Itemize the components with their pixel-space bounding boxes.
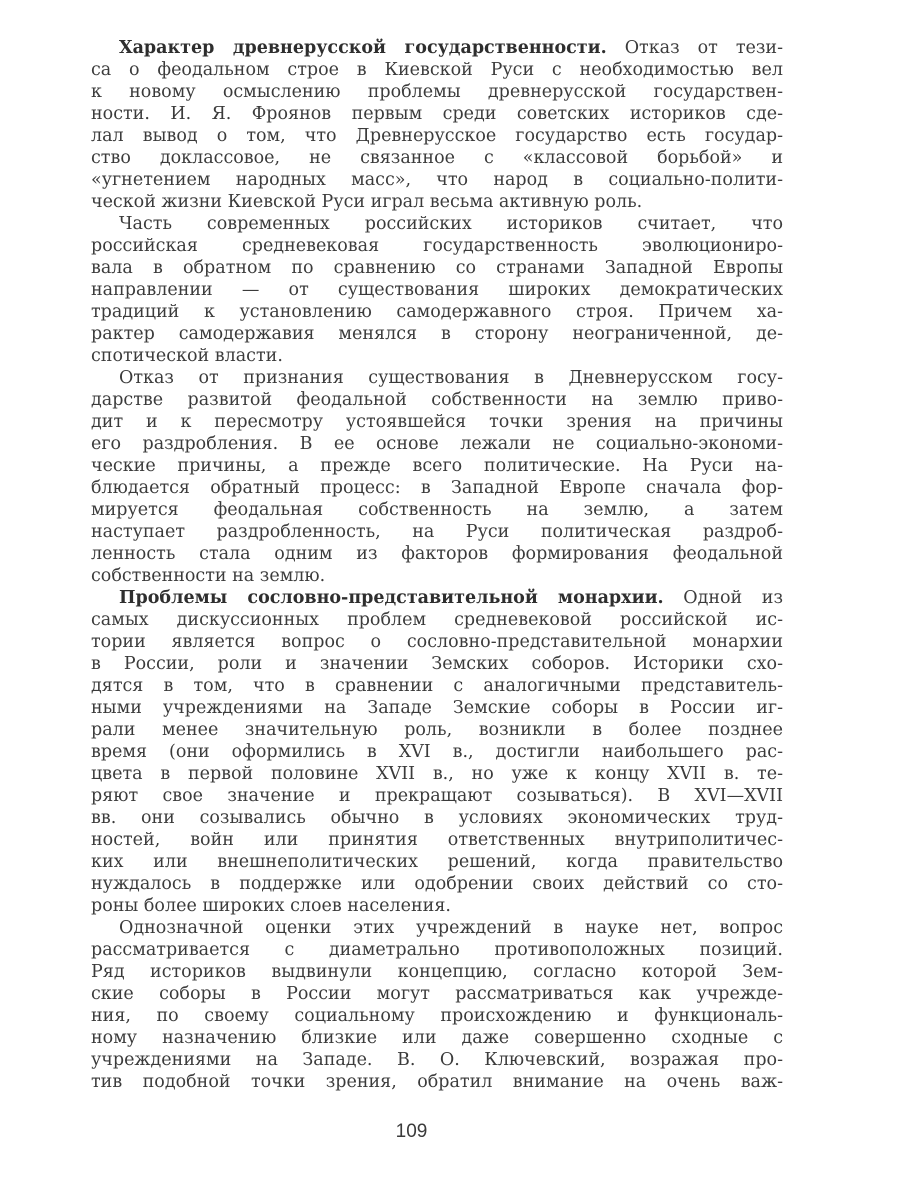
text-line: роны более широких слоев населения. <box>91 896 451 916</box>
text-line <box>91 587 783 609</box>
text-line: ния, по своему социальному происхождению и функциональ- <box>91 1006 783 1026</box>
text-line: ких или внешнеполитических решений, когда правительство <box>91 852 783 872</box>
line-text: Одной из <box>663 588 783 608</box>
text-line: са о феодальном строе в Киевской Руси с необходимостью вел <box>91 60 783 80</box>
text-line: нуждалось в поддержке или одобрении своих действий со сто- <box>91 874 783 894</box>
text-line: дятся в том, что в сравнении с аналогичными представитель- <box>91 676 783 696</box>
text-line: тив подобной точки зрения, обратил внимание на очень важ- <box>91 1072 783 1092</box>
text-line: рактер самодержавия менялся в сторону неограниченной, де- <box>91 324 783 344</box>
text-line: ными учреждениями на Западе Земские соборы в России иг- <box>91 698 783 718</box>
text-line: его раздробления. В ее основе лежали не социально-экономи- <box>91 434 783 454</box>
text-line: к новому осмыслению проблемы древнерусской государствен- <box>91 82 783 102</box>
text-line: лал вывод о том, что Древнерусское государство есть государ- <box>91 126 783 146</box>
page-body <box>91 37 783 1093</box>
paragraph <box>91 37 783 213</box>
text-line: ство доклассовое, не связанное с «классовой борьбой» и <box>91 148 783 168</box>
text-line: Однозначной оценки этих учреждений в науке нет, вопрос <box>119 918 783 938</box>
text-line: ряют свое значение и прекращают созываться). В XVI—XVII <box>91 786 783 806</box>
text-line: ности. И. Я. Фроянов первым среди советских историков сде- <box>91 104 783 124</box>
text-line: российская средневековая государственность эволюциониро- <box>91 236 783 256</box>
text-line: Отказ от признания существования в Дневнерусском госу- <box>119 368 783 388</box>
text-line: традиций к установлению самодержавного строя. Причем ха- <box>91 302 783 322</box>
paragraph <box>91 213 783 367</box>
paragraph <box>91 367 783 587</box>
text-line: Ряд историков выдвинули концепцию, согласно которой Зем- <box>91 962 783 982</box>
text-line: направлении — от существования широких демократических <box>91 280 783 300</box>
text-line: самых дискуссионных проблем средневековой российской ис- <box>91 610 783 630</box>
text-line: наступает раздробленность, на Руси политическая раздроб- <box>91 522 783 542</box>
text-line: Часть современных российских историков считает, что <box>119 214 783 234</box>
text-line: ческой жизни Киевской Руси играл весьма активную роль. <box>91 192 643 212</box>
text-line: дит и к пересмотру устоявшейся точки зрения на причины <box>91 412 783 432</box>
page-number: 109 <box>395 1121 428 1142</box>
text-line: цвета в первой половине XVII в., но уже к концу XVII в. те- <box>91 764 783 784</box>
text-line: рассматривается с диаметрально противоположных позиций. <box>91 940 783 960</box>
text-line: вала в обратном по сравнению со странами Западной Европы <box>91 258 783 278</box>
text-line: ленность стала одним из факторов формирования феодальной <box>91 544 783 564</box>
text-line: ские соборы в России могут рассматриваться как учрежде- <box>91 984 783 1004</box>
section-heading: Проблемы сословно-представительной монархии. <box>119 588 664 608</box>
text-line: спотической власти. <box>91 346 283 366</box>
paragraph <box>91 917 783 1093</box>
text-line: рали менее значительную роль, возникли в более позднее <box>91 720 783 740</box>
text-line: мируется феодальная собственность на землю, а затем <box>91 500 783 520</box>
paragraph <box>91 587 783 917</box>
text-line: ному назначению близкие или даже совершенно сходные с <box>91 1028 783 1048</box>
text-line: дарстве развитой феодальной собственности на землю приво- <box>91 390 783 410</box>
text-line: тории является вопрос о сословно-представительной монархии <box>91 632 783 652</box>
section-heading: Характер древнерусской государственности. <box>119 38 607 58</box>
text-line <box>91 37 783 59</box>
text-line: время (они оформились в XVI в., достигли наибольшего рас- <box>91 742 783 762</box>
text-line: в России, роли и значении Земских соборов. Историки схо- <box>91 654 783 674</box>
line-text: Отказ от тези- <box>606 38 783 58</box>
text-line: «угнетением народных масс», что народ в социально-полити- <box>91 170 783 190</box>
text-line: ческие причины, а прежде всего политические. На Руси на- <box>91 456 783 476</box>
text-line: учреждениями на Западе. В. О. Ключевский, возражая про- <box>91 1050 783 1070</box>
text-line: собственности на землю. <box>91 566 326 586</box>
text-line: блюдается обратный процесс: в Западной Европе сначала фор- <box>91 478 783 498</box>
text-line: вв. они созывались обычно в условиях экономических труд- <box>91 808 783 828</box>
text-line: ностей, войн или принятия ответственных внутриполитичес- <box>91 830 783 850</box>
